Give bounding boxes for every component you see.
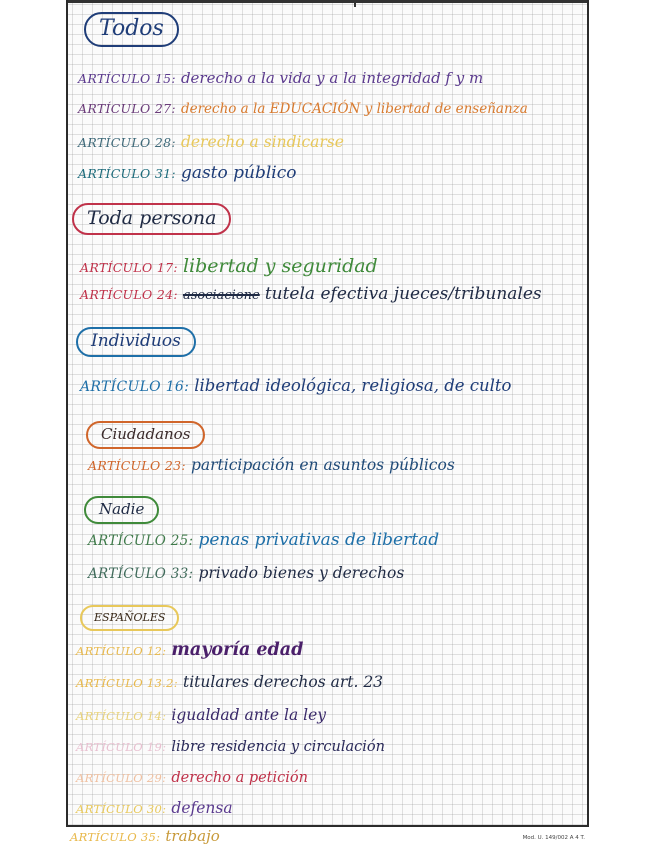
article-label: ARTÍCULO 23: — [88, 458, 186, 473]
article-row — [78, 132, 344, 151]
article-label: ARTÍCULO 28: — [78, 135, 176, 150]
article-row — [88, 563, 404, 582]
article-label: ARTÍCULO 17: — [80, 260, 178, 275]
article-text: gasto público — [180, 163, 297, 183]
article-text: libertad ideológica, religiosa, de culto — [194, 376, 512, 395]
article-row — [80, 284, 542, 304]
article-row — [80, 255, 378, 277]
article-text: penas privativas de libertad — [198, 530, 440, 550]
article-row — [76, 705, 326, 724]
article-label: ARTÍCULO 33: — [88, 566, 194, 582]
article-row — [80, 376, 512, 395]
article-text: trabajo — [165, 827, 220, 845]
article-label: ARTÍCULO 15: — [78, 71, 176, 86]
article-label: ARTÍCULO 13.2: — [76, 676, 178, 690]
article-label: ARTÍCULO 31: — [78, 166, 176, 181]
paper-model-mark: Mod. U. 149/002 A 4 T. — [522, 835, 585, 841]
article-label: ARTÍCULO 27: — [78, 101, 176, 116]
article-label: ARTÍCULO 14: — [76, 709, 167, 723]
heading-toda-persona: Toda persona — [72, 203, 231, 235]
article-row — [76, 736, 385, 755]
article-text: libertad y seguridad — [182, 255, 378, 277]
article-text: derecho a la vida y a la integridad f y m — [180, 69, 484, 87]
article-text: titulares derechos art. 23 — [182, 673, 384, 691]
notebook-page — [66, 0, 589, 827]
page-top-border — [68, 0, 587, 3]
article-text: derecho a la EDUCACIÓN y libertad de enseñanza — [180, 101, 528, 117]
article-row — [76, 767, 308, 786]
heading-ciudadanos: Ciudadanos — [86, 421, 205, 449]
article-struck-text: asociacione — [182, 288, 260, 303]
article-label: ARTÍCULO 29: — [76, 771, 167, 785]
heading-nadie: Nadie — [84, 496, 159, 524]
article-label: ARTÍCULO 19: — [76, 740, 167, 754]
article-row — [88, 455, 455, 474]
article-label: ARTÍCULO 24: — [80, 287, 178, 302]
article-label: ARTÍCULO 12: — [76, 644, 167, 658]
article-row — [78, 68, 483, 87]
article-text: tutela efectiva jueces/tribunales — [264, 284, 542, 304]
article-row — [78, 163, 297, 183]
heading-todos: Todos — [84, 12, 179, 47]
article-label: ARTÍCULO 30: — [76, 802, 167, 816]
article-label: ARTÍCULO 25: — [88, 533, 194, 549]
article-text: participación en asuntos públicos — [190, 456, 455, 474]
article-row-cut-off — [70, 826, 220, 845]
article-text: libre residencia y circulación — [171, 739, 385, 755]
article-text: mayoría edad — [171, 640, 304, 660]
heading-espanoles: ESPAÑOLES — [80, 605, 179, 631]
article-label: ARTÍCULO 35: — [70, 830, 161, 844]
page-top-notch — [354, 0, 356, 7]
article-text: igualdad ante la ley — [171, 706, 327, 724]
article-row — [76, 672, 383, 691]
article-text: privado bienes y derechos — [198, 564, 405, 582]
heading-individuos: Individuos — [76, 327, 196, 357]
article-text: derecho a sindicarse — [180, 133, 344, 151]
article-text: derecho a petición — [171, 770, 308, 786]
article-row — [76, 798, 233, 817]
article-row — [76, 640, 303, 660]
article-row — [78, 98, 528, 117]
article-label: ARTÍCULO 16: — [80, 379, 190, 395]
article-text: defensa — [171, 799, 233, 817]
article-row — [88, 530, 439, 550]
